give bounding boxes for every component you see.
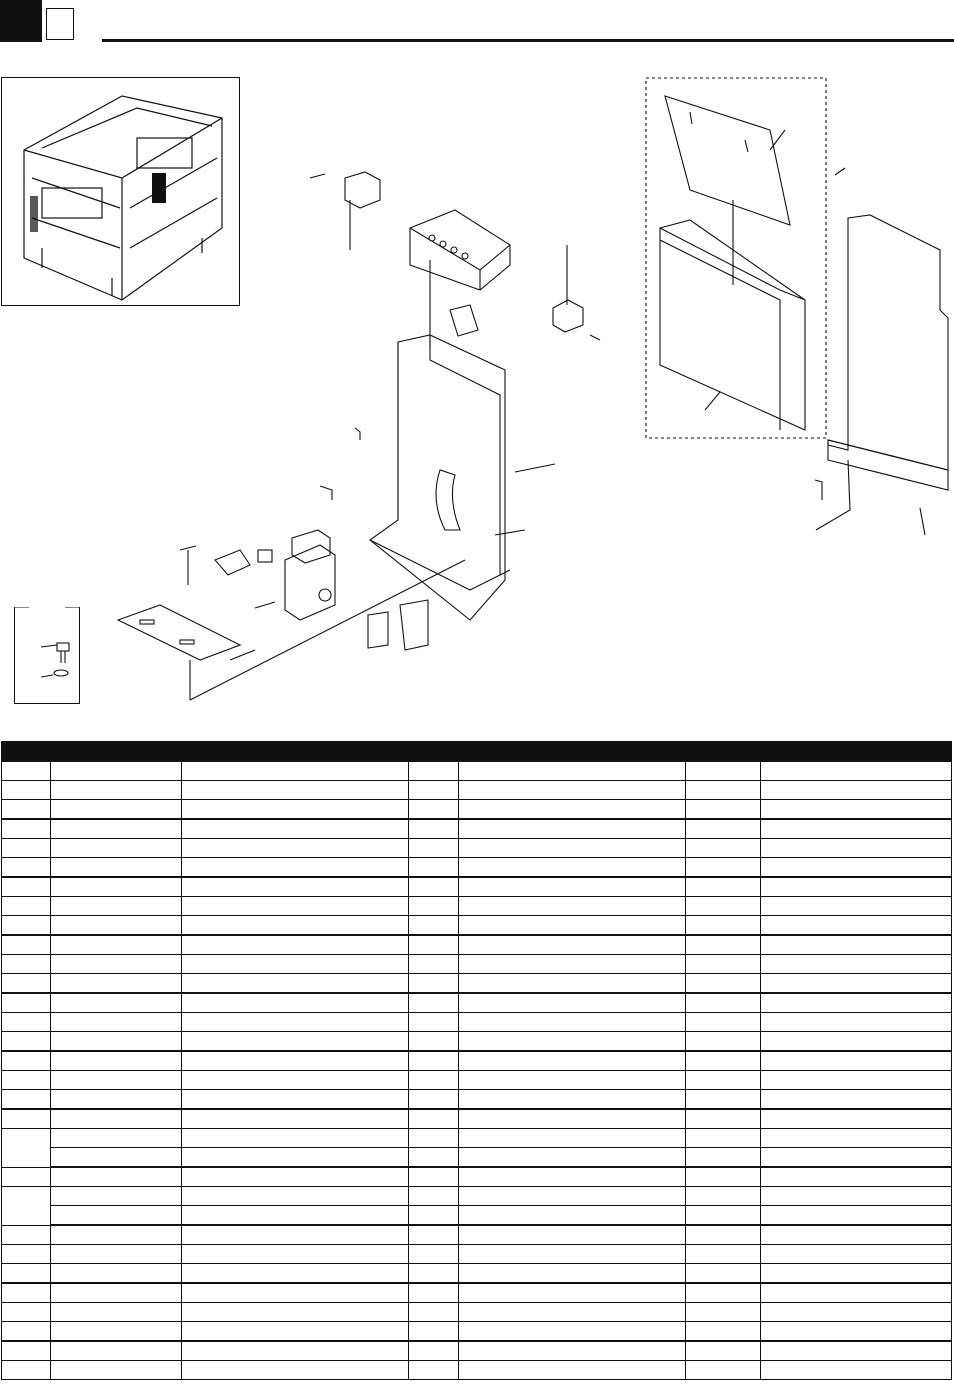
- col-header: [459, 742, 686, 762]
- table-cell: [182, 974, 409, 994]
- table-cell: [182, 839, 409, 858]
- table-cell: [761, 1283, 952, 1303]
- table-row: [2, 1245, 952, 1264]
- table-cell: [182, 1283, 409, 1303]
- table-cell: [686, 1148, 761, 1168]
- table-cell: [51, 1283, 182, 1303]
- table-cell: [459, 974, 686, 994]
- table-cell: [51, 1341, 182, 1361]
- table-cell: [459, 916, 686, 936]
- table-row: [2, 1148, 952, 1168]
- table-cell: [686, 974, 761, 994]
- table-row: [2, 1303, 952, 1322]
- table-row: [2, 1361, 952, 1380]
- bracket-slot: [436, 470, 460, 530]
- part-number-cell: [2, 800, 51, 820]
- table-cell: [459, 993, 686, 1013]
- table-cell: [51, 974, 182, 994]
- table-cell: [409, 1071, 459, 1090]
- table-cell: [182, 955, 409, 974]
- table-cell: [409, 1013, 459, 1032]
- exploded-parts-diagram: [0, 60, 954, 720]
- table-cell: [182, 1225, 409, 1245]
- table-row: [2, 897, 952, 916]
- filter: [400, 600, 428, 650]
- elbow-fitting: [215, 550, 250, 575]
- table-cell: [409, 877, 459, 897]
- table-row: [2, 1167, 952, 1187]
- table-cell: [686, 1225, 761, 1245]
- table-cell: [51, 955, 182, 974]
- table-cell: [51, 1225, 182, 1245]
- table-cell: [761, 935, 952, 955]
- table-cell: [761, 1013, 952, 1032]
- table-cell: [459, 1013, 686, 1032]
- base-plate: [118, 605, 240, 660]
- table-cell: [686, 1187, 761, 1206]
- table-cell: [686, 800, 761, 820]
- table-row: [2, 1013, 952, 1032]
- table-cell: [459, 955, 686, 974]
- table-cell: [182, 1051, 409, 1071]
- table-cell: [686, 1322, 761, 1342]
- table-cell: [459, 935, 686, 955]
- table-cell: [686, 1013, 761, 1032]
- table-cell: [182, 1264, 409, 1284]
- spacer-sleeve: [368, 612, 388, 648]
- table-cell: [761, 781, 952, 800]
- table-cell: [761, 1148, 952, 1168]
- washer-inset-box: [14, 607, 80, 704]
- table-cell: [459, 897, 686, 916]
- table-cell: [409, 897, 459, 916]
- table-cell: [182, 781, 409, 800]
- table-cell: [761, 762, 952, 781]
- table-cell: [409, 819, 459, 839]
- table-cell: [761, 877, 952, 897]
- table-cell: [761, 1206, 952, 1226]
- table-cell: [761, 819, 952, 839]
- part-number-cell: [2, 1051, 51, 1071]
- table-cell: [459, 858, 686, 878]
- table-cell: [409, 1187, 459, 1206]
- table-cell: [182, 1245, 409, 1264]
- side-plate: [828, 215, 948, 470]
- table-cell: [761, 1361, 952, 1380]
- table-cell: [761, 974, 952, 994]
- table-cell: [409, 762, 459, 781]
- table-cell: [686, 1283, 761, 1303]
- part-number-cell: [2, 1167, 51, 1187]
- table-cell: [686, 1361, 761, 1380]
- table-cell: [459, 1245, 686, 1264]
- table-cell: [182, 1148, 409, 1168]
- table-cell: [761, 1322, 952, 1342]
- table-cell: [51, 877, 182, 897]
- table-cell: [686, 1264, 761, 1284]
- table-cell: [686, 877, 761, 897]
- table-row: [2, 1071, 952, 1090]
- table-cell: [51, 1187, 182, 1206]
- table-cell: [459, 1051, 686, 1071]
- table-cell: [761, 800, 952, 820]
- table-cell: [459, 1109, 686, 1129]
- table-cell: [409, 1129, 459, 1148]
- table-cell: [686, 1129, 761, 1148]
- table-row: [2, 1264, 952, 1284]
- table-cell: [409, 1283, 459, 1303]
- table-cell: [761, 1341, 952, 1361]
- table-row: [2, 955, 952, 974]
- table-cell: [459, 1341, 686, 1361]
- table-row: [2, 781, 952, 800]
- table-cell: [409, 858, 459, 878]
- table-cell: [409, 1341, 459, 1361]
- table-cell: [409, 1090, 459, 1110]
- table-row: [2, 1032, 952, 1052]
- table-cell: [182, 762, 409, 781]
- part-number-cell: [2, 935, 51, 955]
- table-cell: [459, 839, 686, 858]
- table-cell: [182, 877, 409, 897]
- table-cell: [459, 1303, 686, 1322]
- table-cell: [761, 955, 952, 974]
- table-row: [2, 916, 952, 936]
- table-cell: [182, 916, 409, 936]
- table-cell: [409, 974, 459, 994]
- table-cell: [51, 916, 182, 936]
- part-number-cell: [2, 781, 51, 800]
- section-box: [46, 8, 74, 40]
- table-cell: [459, 819, 686, 839]
- table-row: [2, 1129, 952, 1148]
- table-cell: [459, 781, 686, 800]
- col-header: [2, 742, 51, 762]
- table-cell: [459, 1167, 686, 1187]
- table-cell: [409, 800, 459, 820]
- table-cell: [51, 1303, 182, 1322]
- table-cell: [761, 1090, 952, 1110]
- part-number-cell: [2, 858, 51, 878]
- part-number-cell: [2, 1109, 51, 1129]
- table-cell: [51, 800, 182, 820]
- table-cell: [686, 762, 761, 781]
- table-row: [2, 974, 952, 994]
- table-cell: [459, 1361, 686, 1380]
- table-cell: [459, 1322, 686, 1342]
- table-cell: [686, 1051, 761, 1071]
- table-cell: [182, 800, 409, 820]
- table-cell: [409, 1264, 459, 1284]
- table-cell: [182, 1303, 409, 1322]
- table-cell: [761, 1071, 952, 1090]
- table-cell: [182, 1109, 409, 1129]
- table-cell: [686, 1341, 761, 1361]
- table-cell: [761, 858, 952, 878]
- table-cell: [409, 1148, 459, 1168]
- table-cell: [459, 800, 686, 820]
- table-cell: [409, 935, 459, 955]
- table-cell: [51, 1167, 182, 1187]
- table-cell: [409, 1206, 459, 1226]
- table-cell: [686, 1303, 761, 1322]
- part-number-cell: [2, 955, 51, 974]
- table-row: [2, 1090, 952, 1110]
- part-number-cell: [2, 1341, 51, 1361]
- part-number-cell: [2, 1032, 51, 1052]
- table-cell: [761, 1109, 952, 1129]
- part-number-cell: [2, 974, 51, 994]
- table-cell: [761, 1303, 952, 1322]
- table-cell: [182, 1187, 409, 1206]
- col-header: [761, 742, 952, 762]
- table-cell: [51, 1264, 182, 1284]
- table-cell: [459, 1071, 686, 1090]
- table-row: [2, 800, 952, 820]
- cover-sheet: [665, 96, 790, 225]
- table-cell: [409, 993, 459, 1013]
- table-cell: [409, 1051, 459, 1071]
- part-number-cell: [2, 1283, 51, 1303]
- table-cell: [686, 1245, 761, 1264]
- table-cell: [51, 1013, 182, 1032]
- table-cell: [459, 1129, 686, 1148]
- table-cell: [182, 897, 409, 916]
- table-cell: [761, 1264, 952, 1284]
- table-row: [2, 839, 952, 858]
- table-row: [2, 1341, 952, 1361]
- part-number-cell: [2, 1361, 51, 1380]
- table-cell: [761, 916, 952, 936]
- part-number-cell: [2, 839, 51, 858]
- table-cell: [761, 839, 952, 858]
- table-cell: [686, 897, 761, 916]
- table-cell: [51, 1109, 182, 1129]
- table-cell: [686, 993, 761, 1013]
- table-cell: [182, 1322, 409, 1342]
- col-header: [51, 742, 182, 762]
- table-cell: [459, 1264, 686, 1284]
- table-cell: [51, 762, 182, 781]
- table-cell: [182, 935, 409, 955]
- table-cell: [51, 1322, 182, 1342]
- part-number-cell: [2, 916, 51, 936]
- table-cell: [686, 1071, 761, 1090]
- table-cell: [51, 1148, 182, 1168]
- table-cell: [182, 1206, 409, 1226]
- table-cell: [51, 1051, 182, 1071]
- table-cell: [182, 1090, 409, 1110]
- table-cell: [686, 955, 761, 974]
- part-number-cell: [2, 1264, 51, 1284]
- table-cell: [686, 839, 761, 858]
- header-rule: [102, 39, 954, 42]
- table-row: [2, 993, 952, 1013]
- table-cell: [761, 993, 952, 1013]
- parts-list-table: [1, 741, 952, 1380]
- table-cell: [686, 1090, 761, 1110]
- table-cell: [182, 1167, 409, 1187]
- table-cell: [51, 1245, 182, 1264]
- table-cell: [51, 1032, 182, 1052]
- table-cell: [409, 1322, 459, 1342]
- table-cell: [409, 1245, 459, 1264]
- part-number-cell: [2, 1129, 51, 1168]
- col-header: [409, 742, 459, 762]
- table-cell: [459, 1225, 686, 1245]
- table-row: [2, 1225, 952, 1245]
- table-row: [2, 858, 952, 878]
- table-cell: [51, 839, 182, 858]
- table-cell: [182, 1341, 409, 1361]
- table-cell: [459, 1206, 686, 1226]
- table-cell: [51, 781, 182, 800]
- part-number-cell: [2, 897, 51, 916]
- table-cell: [761, 1032, 952, 1052]
- table-cell: [409, 955, 459, 974]
- table-cell: [182, 819, 409, 839]
- table-cell: [182, 1032, 409, 1052]
- table-cell: [761, 897, 952, 916]
- table-cell: [51, 993, 182, 1013]
- cover-group-outline: [646, 78, 826, 438]
- table-cell: [409, 1303, 459, 1322]
- table-cell: [459, 1187, 686, 1206]
- table-cell: [409, 1361, 459, 1380]
- table-cell: [459, 762, 686, 781]
- table-cell: [459, 1148, 686, 1168]
- table-row: [2, 819, 952, 839]
- part-number-cell: [2, 1090, 51, 1110]
- table-cell: [686, 916, 761, 936]
- page-tab-block: [0, 0, 42, 42]
- table-cell: [182, 1071, 409, 1090]
- table-cell: [761, 1225, 952, 1245]
- table-row: [2, 1283, 952, 1303]
- table-cell: [686, 1206, 761, 1226]
- table-header-row: [2, 742, 952, 762]
- table-row: [2, 762, 952, 781]
- part-number-cell: [2, 1013, 51, 1032]
- table-cell: [409, 1167, 459, 1187]
- table-cell: [686, 1109, 761, 1129]
- table-cell: [51, 858, 182, 878]
- table-cell: [761, 1129, 952, 1148]
- table-cell: [182, 1013, 409, 1032]
- table-cell: [761, 1051, 952, 1071]
- table-cell: [409, 781, 459, 800]
- table-cell: [409, 1032, 459, 1052]
- part-number-cell: [2, 877, 51, 897]
- table-row: [2, 935, 952, 955]
- table-cell: [686, 819, 761, 839]
- part-number-cell: [2, 819, 51, 839]
- part-number-cell: [2, 1187, 51, 1226]
- table-cell: [686, 935, 761, 955]
- table-cell: [686, 858, 761, 878]
- part-number-cell: [2, 1303, 51, 1322]
- table-cell: [51, 897, 182, 916]
- table-row: [2, 1109, 952, 1129]
- table-row: [2, 1187, 952, 1206]
- table-row: [2, 1051, 952, 1071]
- table-cell: [182, 1361, 409, 1380]
- table-cell: [686, 1032, 761, 1052]
- table-cell: [51, 1090, 182, 1110]
- table-row: [2, 877, 952, 897]
- table-cell: [761, 1187, 952, 1206]
- part-number-cell: [2, 1245, 51, 1264]
- table-cell: [51, 1361, 182, 1380]
- table-cell: [761, 1245, 952, 1264]
- screw-washer-icon: [15, 607, 79, 703]
- table-cell: [51, 819, 182, 839]
- table-cell: [761, 1167, 952, 1187]
- table-cell: [459, 877, 686, 897]
- table-cell: [459, 1032, 686, 1052]
- table-row: [2, 1206, 952, 1226]
- table-cell: [182, 858, 409, 878]
- table-cell: [686, 781, 761, 800]
- col-header: [686, 742, 761, 762]
- table-cell: [459, 1090, 686, 1110]
- manifold-block: [410, 210, 510, 290]
- table-cell: [409, 1109, 459, 1129]
- table-cell: [51, 935, 182, 955]
- table-cell: [182, 1129, 409, 1148]
- table-cell: [51, 1206, 182, 1226]
- table-cell: [51, 1071, 182, 1090]
- table-cell: [686, 1167, 761, 1187]
- part-number-cell: [2, 993, 51, 1013]
- table-cell: [409, 839, 459, 858]
- part-number-cell: [2, 762, 51, 781]
- table-cell: [51, 1129, 182, 1148]
- table-cell: [182, 993, 409, 1013]
- part-number-cell: [2, 1322, 51, 1342]
- table-cell: [409, 916, 459, 936]
- part-number-cell: [2, 1071, 51, 1090]
- table-cell: [459, 1283, 686, 1303]
- col-header: [182, 742, 409, 762]
- table-row: [2, 1322, 952, 1342]
- table-cell: [409, 1225, 459, 1245]
- part-number-cell: [2, 1225, 51, 1245]
